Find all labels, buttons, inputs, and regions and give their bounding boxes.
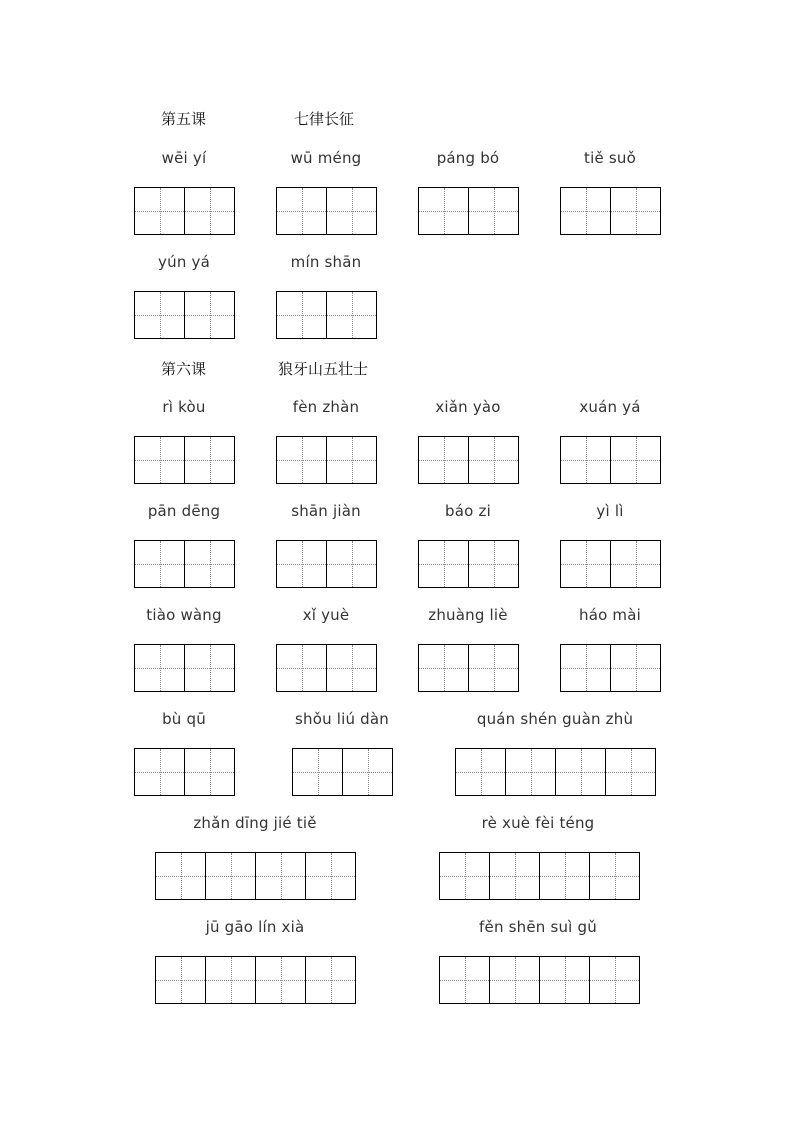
writing-grid[interactable] xyxy=(418,644,519,692)
char-box[interactable] xyxy=(590,956,640,1004)
pinyin-label: pān dēng xyxy=(147,502,221,520)
writing-grid[interactable] xyxy=(134,748,235,796)
writing-grid[interactable] xyxy=(276,540,377,588)
pinyin-label: wēi yí xyxy=(161,149,207,167)
pinyin-label: páng bó xyxy=(436,149,500,167)
char-box[interactable] xyxy=(277,187,327,235)
char-box[interactable] xyxy=(185,436,235,484)
writing-grid[interactable] xyxy=(155,956,356,1004)
pinyin-label: rè xuè fèi téng xyxy=(481,814,595,832)
char-box[interactable] xyxy=(561,644,611,692)
char-box[interactable] xyxy=(561,540,611,588)
lesson-title: 狼牙山五壮士 xyxy=(278,360,369,378)
writing-grid[interactable] xyxy=(276,187,377,235)
char-box[interactable] xyxy=(456,748,506,796)
char-box[interactable] xyxy=(327,644,377,692)
char-box[interactable] xyxy=(256,956,306,1004)
pinyin-label: quán shén guàn zhù xyxy=(476,710,634,728)
char-box[interactable] xyxy=(185,748,235,796)
writing-grid[interactable] xyxy=(560,187,661,235)
pinyin-label: fěn shēn suì gǔ xyxy=(479,918,597,936)
char-box[interactable] xyxy=(185,187,235,235)
writing-grid[interactable] xyxy=(134,187,235,235)
char-box[interactable] xyxy=(419,436,469,484)
pinyin-label: fèn zhàn xyxy=(292,398,360,416)
char-box[interactable] xyxy=(611,540,661,588)
writing-grid[interactable] xyxy=(418,540,519,588)
char-box[interactable] xyxy=(561,187,611,235)
char-box[interactable] xyxy=(606,748,656,796)
char-box[interactable] xyxy=(440,852,490,900)
char-box[interactable] xyxy=(185,291,235,339)
char-box[interactable] xyxy=(135,748,185,796)
lesson-title: 七律长征 xyxy=(294,110,355,128)
lesson-label: 第五课 xyxy=(161,110,207,128)
pinyin-label: jū gāo lín xià xyxy=(205,918,305,936)
char-box[interactable] xyxy=(293,748,343,796)
char-box[interactable] xyxy=(327,291,377,339)
pinyin-label: wū méng xyxy=(290,149,362,167)
char-box[interactable] xyxy=(327,540,377,588)
writing-grid[interactable] xyxy=(418,187,519,235)
pinyin-label: tiě suǒ xyxy=(584,149,636,167)
char-box[interactable] xyxy=(277,540,327,588)
char-box[interactable] xyxy=(540,956,590,1004)
writing-grid[interactable] xyxy=(155,852,356,900)
pinyin-label: mín shān xyxy=(290,253,362,271)
writing-grid[interactable] xyxy=(292,748,393,796)
char-box[interactable] xyxy=(277,644,327,692)
char-box[interactable] xyxy=(206,852,256,900)
char-box[interactable] xyxy=(277,436,327,484)
pinyin-label: bù qū xyxy=(162,710,206,728)
pinyin-label: xiǎn yào xyxy=(435,398,501,416)
char-box[interactable] xyxy=(306,956,356,1004)
char-box[interactable] xyxy=(611,644,661,692)
char-box[interactable] xyxy=(135,291,185,339)
pinyin-label: yì lì xyxy=(596,502,624,520)
pinyin-label: tiào wàng xyxy=(146,606,222,624)
pinyin-label: zhuàng liè xyxy=(428,606,508,624)
pinyin-label: xuán yá xyxy=(579,398,641,416)
char-box[interactable] xyxy=(135,187,185,235)
pinyin-label: báo zi xyxy=(445,502,491,520)
char-box[interactable] xyxy=(490,852,540,900)
writing-grid[interactable] xyxy=(134,644,235,692)
writing-grid[interactable] xyxy=(134,540,235,588)
char-box[interactable] xyxy=(506,748,556,796)
writing-grid[interactable] xyxy=(276,644,377,692)
writing-grid[interactable] xyxy=(276,436,377,484)
writing-grid[interactable] xyxy=(560,540,661,588)
char-box[interactable] xyxy=(556,748,606,796)
pinyin-label: shān jiàn xyxy=(291,502,361,520)
writing-grid[interactable] xyxy=(134,291,235,339)
writing-grid[interactable] xyxy=(134,436,235,484)
char-box[interactable] xyxy=(327,436,377,484)
char-box[interactable] xyxy=(419,187,469,235)
writing-grid[interactable] xyxy=(418,436,519,484)
char-box[interactable] xyxy=(156,852,206,900)
writing-grid[interactable] xyxy=(439,956,640,1004)
pinyin-label: háo mài xyxy=(578,606,642,624)
char-box[interactable] xyxy=(135,540,185,588)
char-box[interactable] xyxy=(419,540,469,588)
writing-grid[interactable] xyxy=(560,436,661,484)
char-box[interactable] xyxy=(611,187,661,235)
char-box[interactable] xyxy=(156,956,206,1004)
char-box[interactable] xyxy=(490,956,540,1004)
pinyin-label: yún yá xyxy=(158,253,210,271)
pinyin-label: xǐ yuè xyxy=(302,606,350,624)
char-box[interactable] xyxy=(469,644,519,692)
char-box[interactable] xyxy=(277,291,327,339)
char-box[interactable] xyxy=(440,956,490,1004)
char-box[interactable] xyxy=(469,436,519,484)
lesson-label: 第六课 xyxy=(161,360,207,378)
char-box[interactable] xyxy=(185,644,235,692)
writing-grid[interactable] xyxy=(276,291,377,339)
char-box[interactable] xyxy=(135,644,185,692)
pinyin-label: shǒu liú dàn xyxy=(294,710,390,728)
char-box[interactable] xyxy=(135,436,185,484)
char-box[interactable] xyxy=(611,436,661,484)
char-box[interactable] xyxy=(561,436,611,484)
writing-grid[interactable] xyxy=(439,852,640,900)
pinyin-label: zhǎn dīng jié tiě xyxy=(193,814,317,832)
char-box[interactable] xyxy=(206,956,256,1004)
char-box[interactable] xyxy=(343,748,393,796)
char-box[interactable] xyxy=(256,852,306,900)
char-box[interactable] xyxy=(590,852,640,900)
writing-grid[interactable] xyxy=(560,644,661,692)
char-box[interactable] xyxy=(306,852,356,900)
char-box[interactable] xyxy=(327,187,377,235)
char-box[interactable] xyxy=(469,187,519,235)
writing-grid[interactable] xyxy=(455,748,656,796)
char-box[interactable] xyxy=(469,540,519,588)
pinyin-label: rì kòu xyxy=(162,398,206,416)
char-box[interactable] xyxy=(185,540,235,588)
char-box[interactable] xyxy=(540,852,590,900)
char-box[interactable] xyxy=(419,644,469,692)
